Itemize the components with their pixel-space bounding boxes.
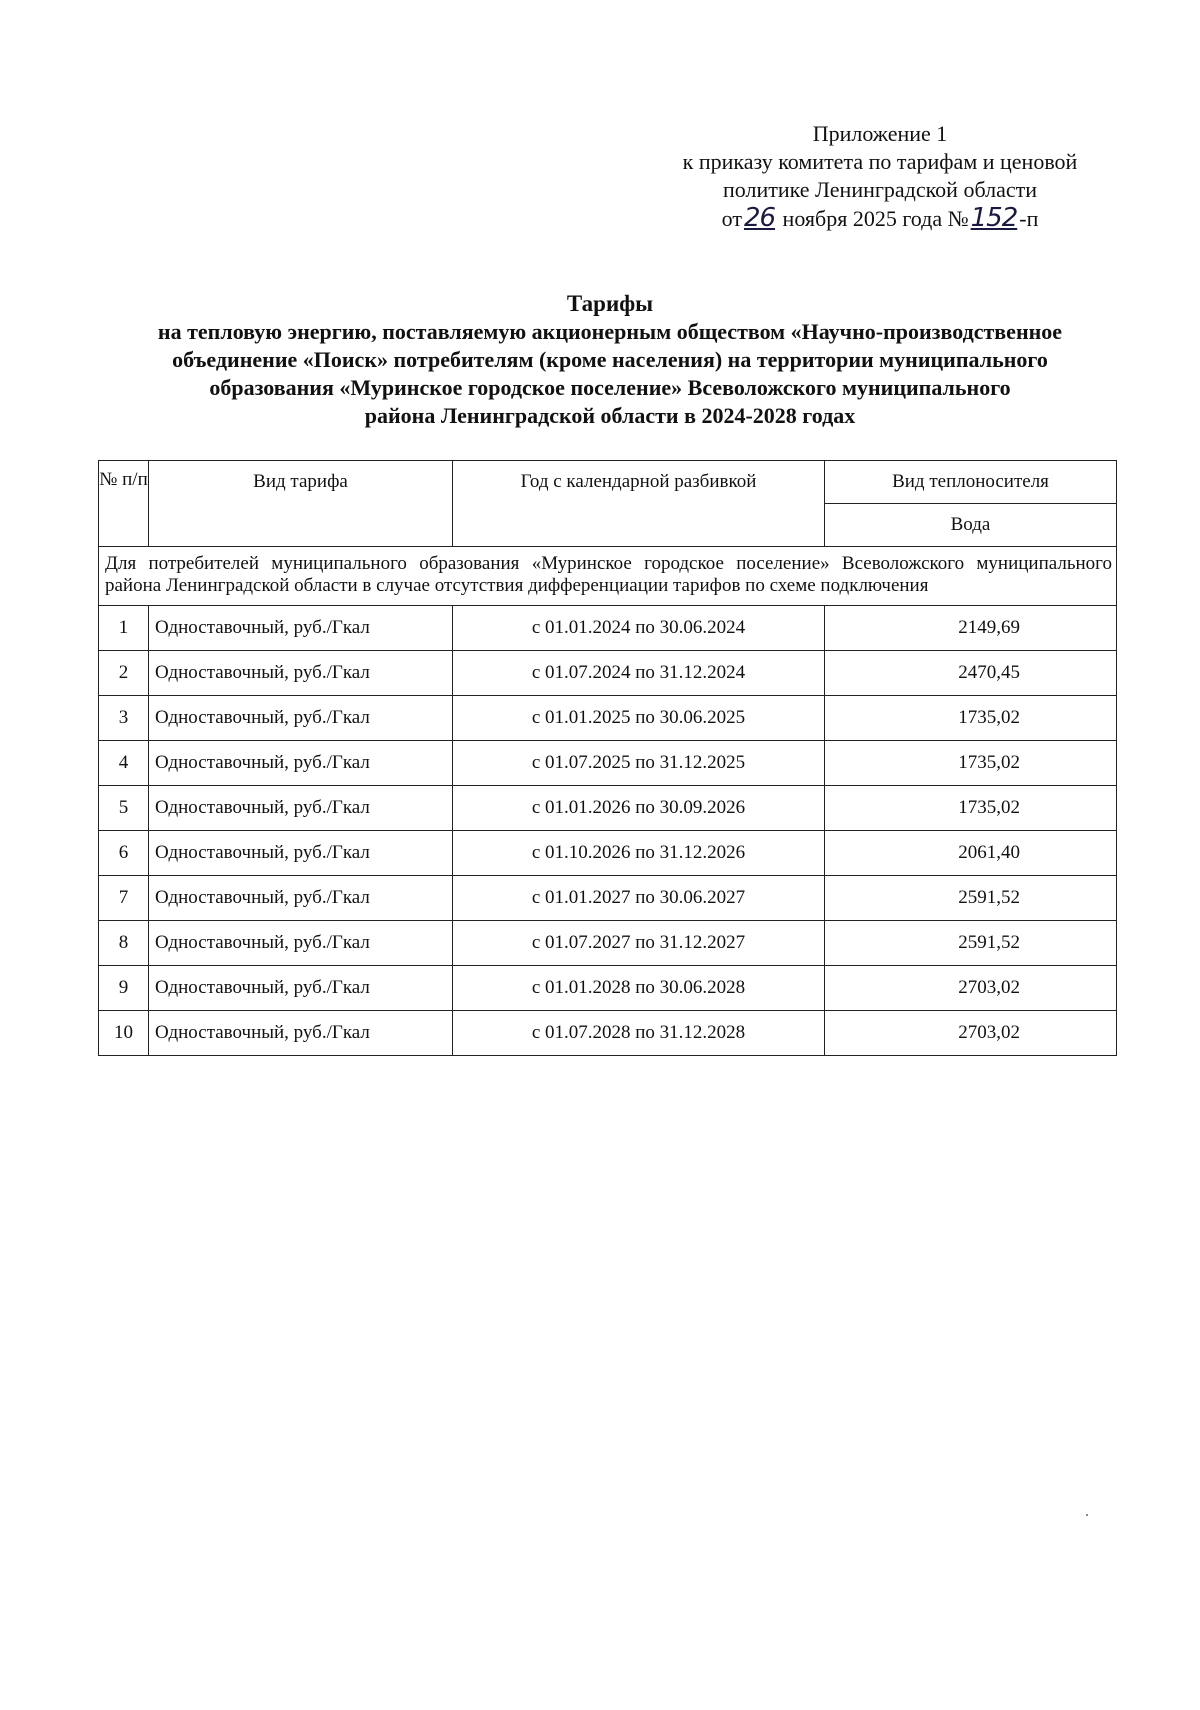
- period-cell: с 01.10.2026 по 31.12.2026: [453, 831, 825, 876]
- header-num: № п/п: [99, 461, 149, 547]
- row-number: 3: [99, 696, 149, 741]
- period-cell: с 01.07.2028 по 31.12.2028: [453, 1011, 825, 1056]
- handwritten-number: 152: [970, 203, 1018, 233]
- tariff-type-cell: Одноставочный, руб./Гкал: [149, 1011, 453, 1056]
- row-number: 5: [99, 786, 149, 831]
- title-line-1: на тепловую энергию, поставляемую акционерным обществом «Научно-производственное: [157, 319, 1063, 344]
- tariff-type-cell: Одноставочный, руб./Гкал: [149, 786, 453, 831]
- header-tariff-type: Вид тарифа: [149, 461, 453, 547]
- period-cell: с 01.01.2026 по 30.09.2026: [453, 786, 825, 831]
- table-body: [99, 606, 1117, 1056]
- appendix-committee-line: политике Ленинградской области: [722, 177, 1037, 202]
- period-cell: с 01.01.2027 по 30.06.2027: [453, 876, 825, 921]
- tariff-value-cell: 1735,02: [825, 741, 1117, 786]
- tariff-value-cell: 2703,02: [825, 966, 1117, 1011]
- tariff-type-cell: Одноставочный, руб./Гкал: [149, 741, 453, 786]
- tariff-value-cell: 2591,52: [825, 876, 1117, 921]
- row-number: 9: [99, 966, 149, 1011]
- date-middle: ноября 2025 года №: [782, 206, 969, 231]
- number-suffix: -п: [1019, 206, 1039, 231]
- table-row: [99, 1011, 1117, 1056]
- appendix-order-line: к приказу комитета по тарифам и ценовой: [682, 149, 1078, 174]
- title-main: Тарифы: [566, 291, 654, 316]
- tariff-type-cell: Одноставочный, руб./Гкал: [149, 831, 453, 876]
- tariff-value-cell: 1735,02: [825, 786, 1117, 831]
- row-number: 2: [99, 651, 149, 696]
- tariff-type-cell: Одноставочный, руб./Гкал: [149, 651, 453, 696]
- table-row: [99, 966, 1117, 1011]
- tariff-table: [98, 460, 1117, 1056]
- period-cell: с 01.01.2024 по 30.06.2024: [453, 606, 825, 651]
- document-title: [100, 290, 1120, 430]
- row-number: 4: [99, 741, 149, 786]
- title-line-2: объединение «Поиск» потребителям (кроме населения) на территории муниципального: [172, 347, 1048, 372]
- scan-speck: [1086, 1514, 1088, 1516]
- table-row: [99, 606, 1117, 651]
- period-cell: с 01.07.2025 по 31.12.2025: [453, 741, 825, 786]
- table-row: [99, 651, 1117, 696]
- header-water: Вода: [825, 504, 1117, 547]
- tariff-type-cell: Одноставочный, руб./Гкал: [149, 606, 453, 651]
- tariff-value-cell: 1735,02: [825, 696, 1117, 741]
- period-cell: с 01.01.2028 по 30.06.2028: [453, 966, 825, 1011]
- appendix-date-line: [650, 204, 1110, 233]
- header-carrier: Вид теплоносителя: [825, 461, 1117, 504]
- date-prefix: от: [721, 206, 742, 231]
- handwritten-day: 26: [743, 203, 776, 233]
- row-number: 1: [99, 606, 149, 651]
- appendix-header: [650, 120, 1110, 233]
- table-row: [99, 921, 1117, 966]
- period-cell: с 01.07.2024 по 31.12.2024: [453, 651, 825, 696]
- tariff-value-cell: 2149,69: [825, 606, 1117, 651]
- tariff-type-cell: Одноставочный, руб./Гкал: [149, 696, 453, 741]
- title-line-4: района Ленинградской области в 2024-2028 годах: [364, 403, 856, 428]
- row-number: 7: [99, 876, 149, 921]
- tariff-value-cell: 2470,45: [825, 651, 1117, 696]
- row-number: 10: [99, 1011, 149, 1056]
- tariff-value-cell: 2703,02: [825, 1011, 1117, 1056]
- appendix-title: Приложение 1: [812, 121, 948, 146]
- tariff-type-cell: Одноставочный, руб./Гкал: [149, 921, 453, 966]
- title-line-3: образования «Муринское городское поселение» Всеволожского муниципального: [209, 375, 1011, 400]
- row-number: 6: [99, 831, 149, 876]
- table-row: [99, 831, 1117, 876]
- table-row: [99, 876, 1117, 921]
- table-row: [99, 741, 1117, 786]
- consumer-note: Для потребителей муниципального образования «Муринское городское поселение» Всеволожского муниципального района Ленинградской области в случае отсутствия дифференциации тарифов по схеме подключения: [99, 547, 1117, 606]
- tariff-value-cell: 2591,52: [825, 921, 1117, 966]
- period-cell: с 01.01.2025 по 30.06.2025: [453, 696, 825, 741]
- tariff-value-cell: 2061,40: [825, 831, 1117, 876]
- tariff-type-cell: Одноставочный, руб./Гкал: [149, 966, 453, 1011]
- table-row: [99, 786, 1117, 831]
- period-cell: с 01.07.2027 по 31.12.2027: [453, 921, 825, 966]
- table-row: [99, 696, 1117, 741]
- tariff-type-cell: Одноставочный, руб./Гкал: [149, 876, 453, 921]
- row-number: 8: [99, 921, 149, 966]
- header-period: Год с календарной разбивкой: [453, 461, 825, 547]
